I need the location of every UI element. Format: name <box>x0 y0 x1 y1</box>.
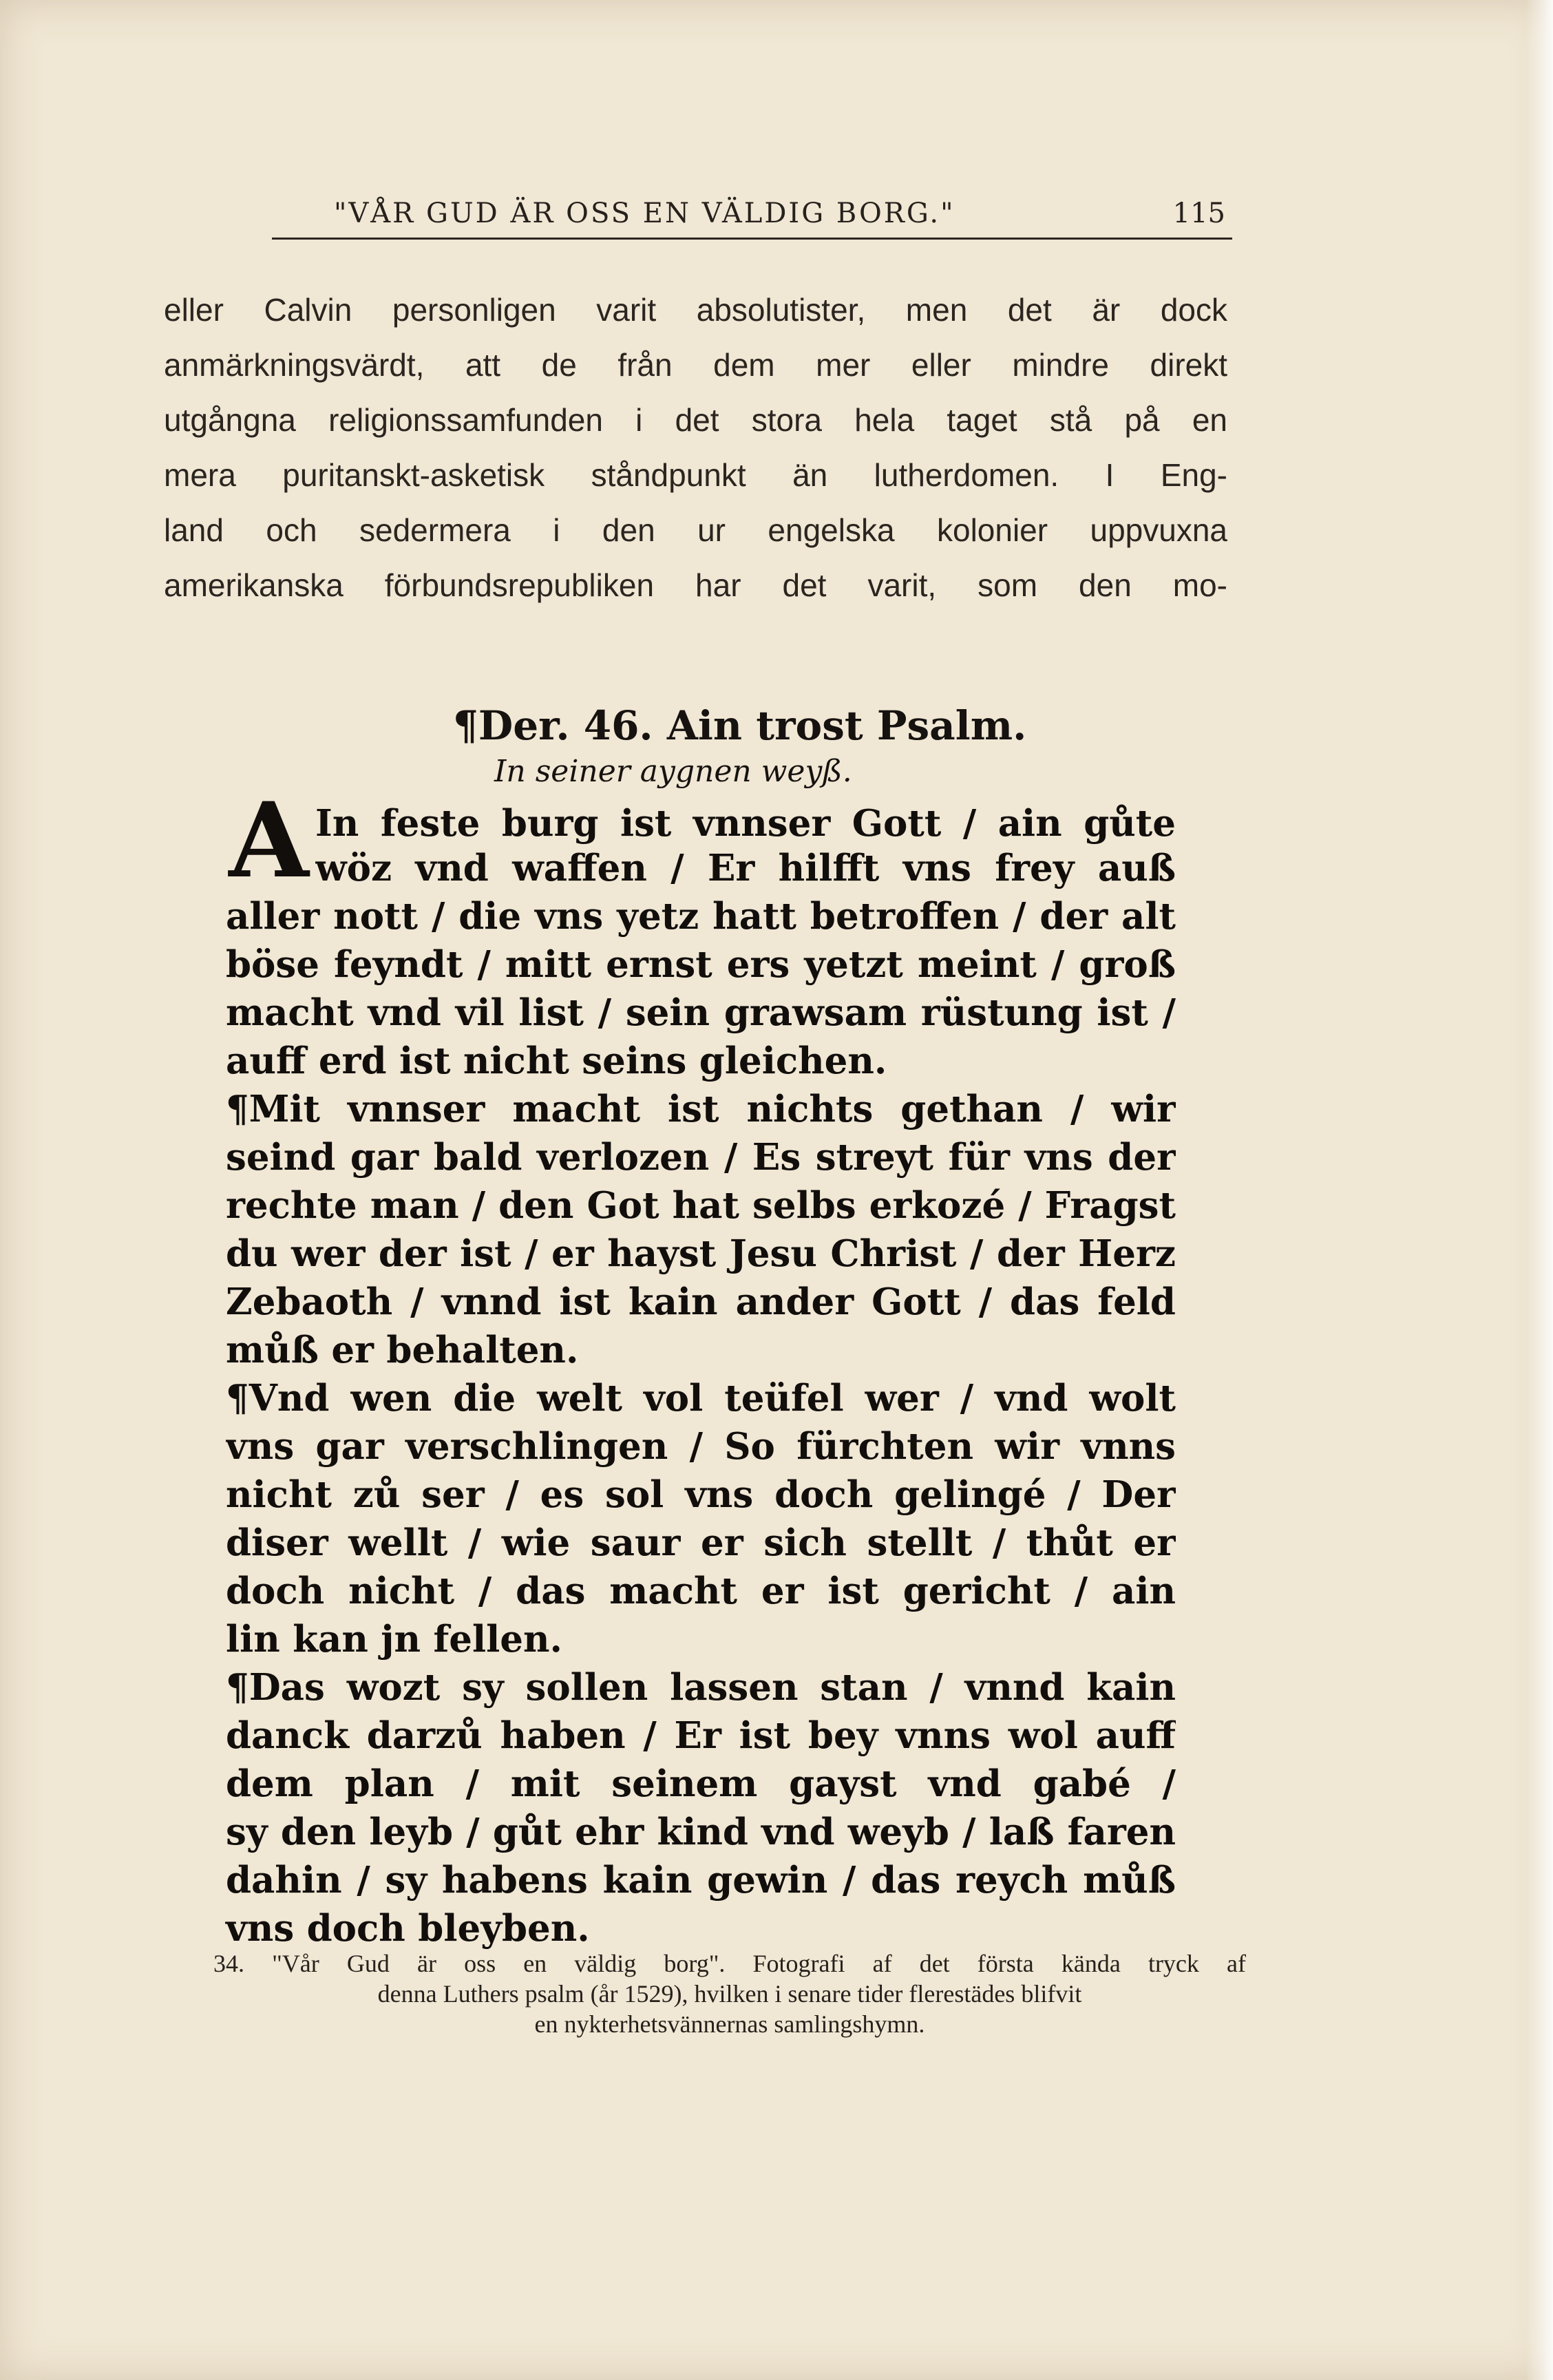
hymn-line: doch nicht / das macht er ist gericht / ain <box>226 1570 1176 1612</box>
hymn-line: sy den leyb / gůt ehr kind vnd weyb / laß faren <box>226 1811 1176 1853</box>
hymn-line: aller nott / die vns yetz hatt betroffen / der alt <box>226 895 1176 938</box>
body-paragraph <box>164 282 1227 613</box>
hymn-line: vns gar verschlingen / So fürchten wir vnns <box>226 1425 1176 1468</box>
header-title: "VÅR GUD ÄR OSS EN VÄLDIG BORG." <box>334 198 955 229</box>
running-header <box>272 196 1232 240</box>
hymn-line: můß er behalten. <box>226 1329 579 1371</box>
figure-caption <box>213 1948 1246 2039</box>
hymn-line: seind gar bald verlozen / Es streyt für vns der <box>226 1136 1176 1179</box>
body-line: utgångna religionssamfunden i det stora hela taget stå på en <box>164 402 1227 438</box>
body-line: eller Calvin personligen varit absolutister, men det är dock <box>164 292 1227 328</box>
hymn-line: diser wellt / wie saur er sich stellt / thůt er <box>226 1521 1176 1564</box>
page-number: 115 <box>1172 198 1225 229</box>
caption-line: en nykterhetsvännernas samlingshymn. <box>534 2010 925 2038</box>
hymn-line: In feste burg ist vnnser Gott / ain gůte <box>315 802 1176 845</box>
caption-line: 34. "Vår Gud är oss en väldig borg". Fotografi af det första kända tryck af <box>213 1950 1246 1977</box>
drop-capital: A <box>229 780 309 901</box>
hymn-line: ¶Das wozt sy sollen lassen stan / vnnd kain <box>226 1666 1176 1709</box>
hymn-line: Zebaoth / vnnd ist kain ander Gott / das feld <box>226 1281 1176 1323</box>
hymn-line: dahin / sy habens kain gewin / das reych můß <box>226 1859 1176 1902</box>
hymn-line: auff erd ist nicht seins gleichen. <box>226 1040 887 1082</box>
body-line: anmärkningsvärdt, att de från dem mer eller mindre direkt <box>164 347 1227 383</box>
hymn-line: macht vnd vil list / sein grawsam rüstung ist / <box>226 991 1176 1034</box>
hymn-line: ¶Mit vnnser macht ist nichts gethan / wir <box>226 1088 1176 1130</box>
blackletter-facsimile <box>226 695 1179 1950</box>
hymn-line: rechte man / den Got hat selbs erkozé / Fragst <box>226 1184 1176 1227</box>
hymn-line: lin kan jn fellen. <box>226 1618 562 1661</box>
hymn-title: ¶Der. 46. Ain trost Psalm. <box>453 702 1027 749</box>
hymn-line: vns doch bleyben. <box>226 1907 590 1950</box>
caption-line: denna Luthers psalm (år 1529), hvilken i senare tider flerestädes blifvit <box>377 1980 1082 2008</box>
hymn-line: danck darzů haben / Er ist bey vnns wol auff <box>226 1714 1176 1757</box>
hymn-line: ¶Vnd wen die welt vol teüfel wer / vnd wolt <box>226 1377 1176 1420</box>
hymn-line: du wer der ist / er hayst Jesu Christ / der Herz <box>226 1232 1176 1275</box>
hymn-line: böse feyndt / mitt ernst ers yetzt meint / groß <box>226 943 1176 986</box>
body-line: land och sedermera i den ur engelska kolonier uppvuxna <box>164 512 1227 548</box>
body-line: amerikanska förbundsrepubliken har det varit, som den mo- <box>164 567 1227 603</box>
body-line: mera puritanskt-asketisk ståndpunkt än lutherdomen. I Eng- <box>164 457 1227 493</box>
hymn-line: nicht zů ser / es sol vns doch gelingé / Der <box>226 1473 1176 1516</box>
hymn-subtitle: In seiner aygnen weyß. <box>494 754 852 789</box>
hymn-line: dem plan / mit seinem gayst vnd gabé / <box>226 1762 1176 1805</box>
hymn-line: wöz vnd waffen / Er hilfft vns frey auß <box>315 847 1176 889</box>
